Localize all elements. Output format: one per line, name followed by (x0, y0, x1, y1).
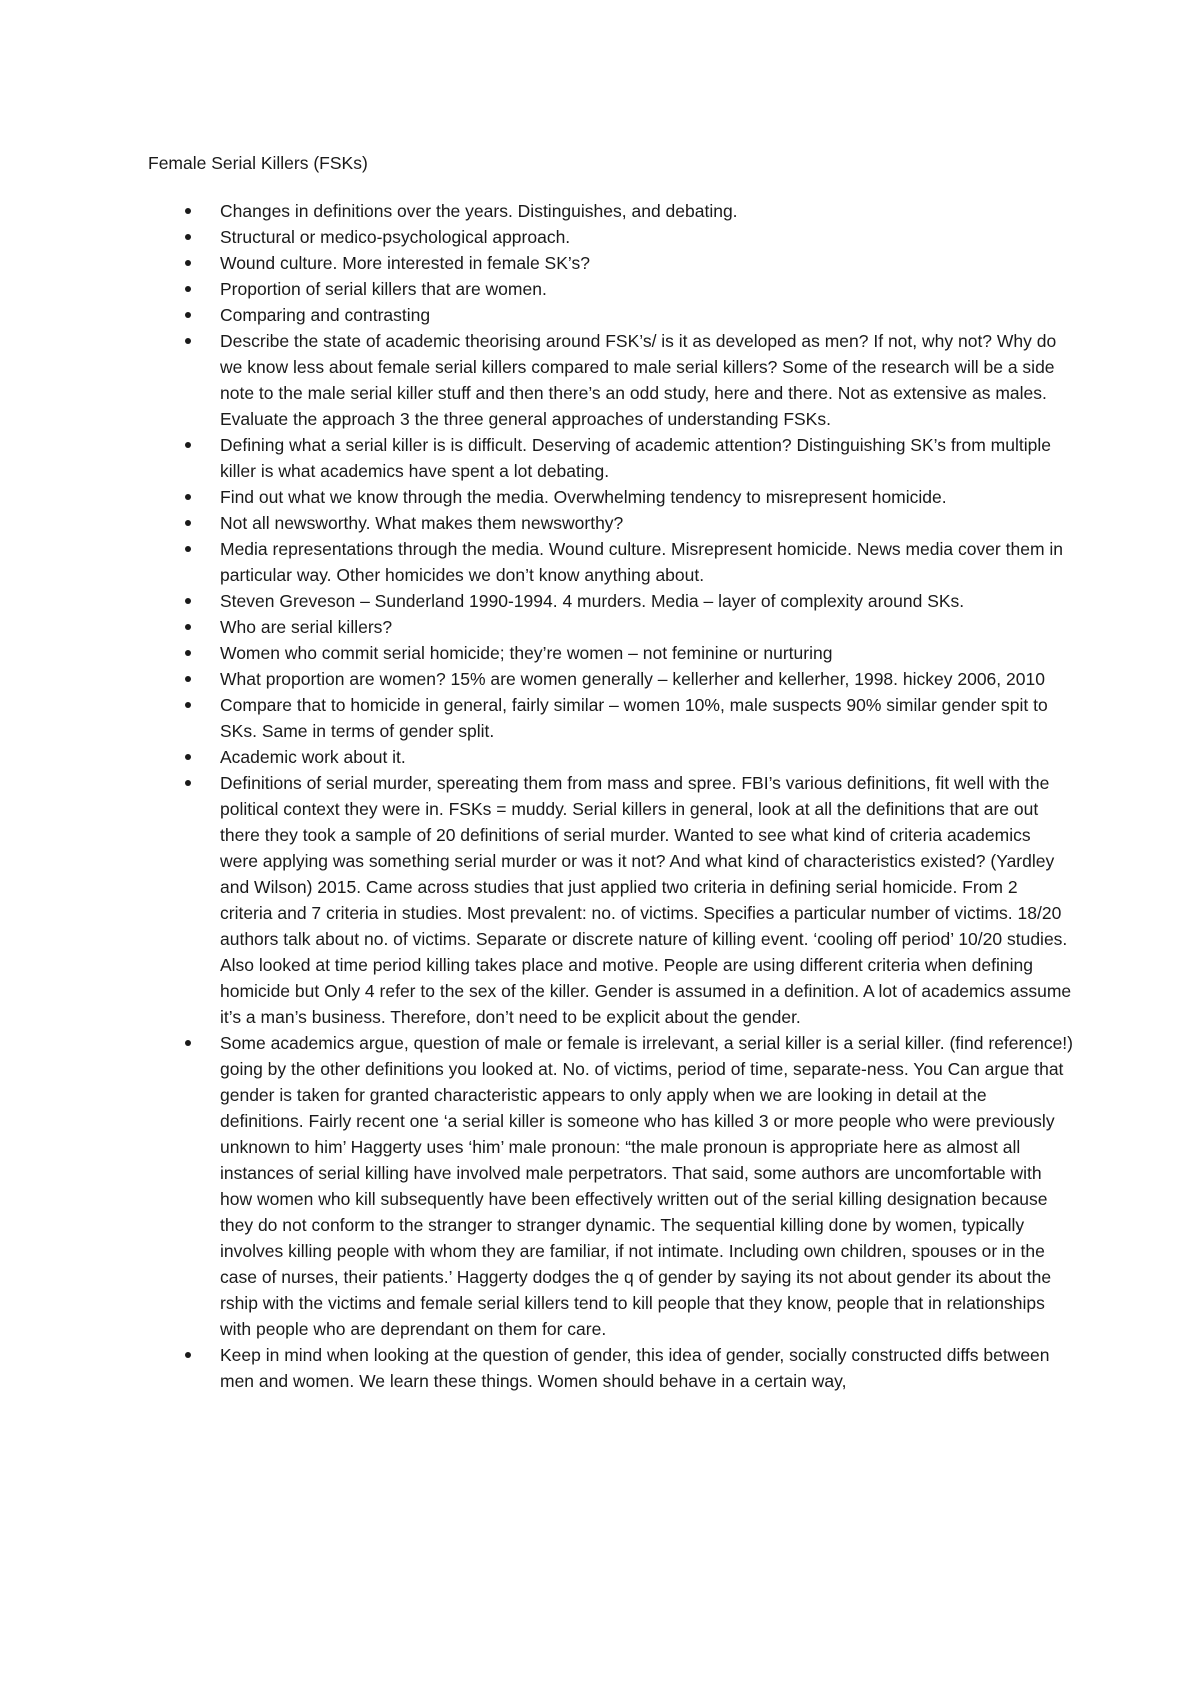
bullet-text: Wound culture. More interested in female SK’s? (220, 253, 590, 273)
bullet-text: Not all newsworthy. What makes them newsworthy? (220, 513, 624, 533)
bullet-item (148, 328, 1073, 432)
bullet-dot-icon (185, 286, 191, 292)
bullet-dot-icon (185, 260, 191, 266)
bullet-item (148, 614, 1073, 640)
bullet-item (148, 770, 1073, 1030)
bullet-dot-icon (185, 208, 191, 214)
bullet-item (148, 302, 1073, 328)
bullet-text: Keep in mind when looking at the question of gender, this idea of gender, socially constructed diffs between men and women. We learn these things. Women should behave in a certain way, (220, 1345, 1050, 1391)
bullet-text: Find out what we know through the media. Overwhelming tendency to misrepresent homicide. (220, 487, 947, 507)
bullet-dot-icon (185, 1040, 191, 1046)
bullet-dot-icon (185, 546, 191, 552)
bullet-item (148, 640, 1073, 666)
bullet-dot-icon (185, 312, 191, 318)
bullet-item (148, 692, 1073, 744)
bullet-dot-icon (185, 1352, 191, 1358)
bullet-item (148, 198, 1073, 224)
bullet-item (148, 250, 1073, 276)
bullet-item (148, 432, 1073, 484)
bullet-item (148, 484, 1073, 510)
bullet-text: Comparing and contrasting (220, 305, 431, 325)
bullet-text: Structural or medico-psychological approach. (220, 227, 571, 247)
bullet-item (148, 224, 1073, 250)
bullet-dot-icon (185, 338, 191, 344)
bullet-dot-icon (185, 650, 191, 656)
bullet-text: What proportion are women? 15% are women generally – kellerher and kellerher, 1998. hickey 2006, 2010 (220, 669, 1045, 689)
bullet-item (148, 1342, 1073, 1394)
document-title: Female Serial Killers (FSKs) (148, 153, 368, 173)
bullet-dot-icon (185, 754, 191, 760)
bullet-text: Women who commit serial homicide; they’re women – not feminine or nurturing (220, 643, 833, 663)
bullet-item (148, 276, 1073, 302)
bullet-text: Changes in definitions over the years. Distinguishes, and debating. (220, 201, 738, 221)
bullet-dot-icon (185, 234, 191, 240)
bullet-text: Media representations through the media. Wound culture. Misrepresent homicide. News media cover them in particular way. Other homicides we don’t know anything about. (220, 539, 1064, 585)
bullet-list (148, 198, 1073, 1394)
bullet-item (148, 666, 1073, 692)
bullet-text: Proportion of serial killers that are women. (220, 279, 547, 299)
bullet-item (148, 510, 1073, 536)
bullet-text: Definitions of serial murder, spereating them from mass and spree. FBI’s various definitions, fit well with the political context they were in. FSKs = muddy. Serial killers in general, look at all the definitions that are out there they took a sample of 20 definitions of serial murder. Wanted to see what kind of criteria academics were applying was something serial murder or was it not? And what kind of characteristics existed? (Yardley and Wilson) 2015. Came across studies that just applied two criteria in defining serial homicide. From 2 criteria and 7 criteria in studies. Most prevalent: no. of victims. Specifies a particular number of victims. 18/20 authors talk about no. of victims. Separate or discrete nature of killing event. ‘cooling off period’ 10/20 studies. Also looked at time period killing takes place and motive. People are using different criteria when defining homicide but Only 4 refer to the sex of the killer. Gender is assumed in a definition. A lot of academics assume it’s a man’s business. Therefore, don’t need to be explicit about the gender. (220, 773, 1072, 1027)
bullet-dot-icon (185, 780, 191, 786)
bullet-text: Describe the state of academic theorising around FSK’s/ is it as developed as men? If not, why not? Why do we know less about female serial killers compared to male serial killers? Some of the research will be a side note to the male serial killer stuff and then there’s an odd study, here and there. Not as extensive as males. Evaluate the approach 3 the three general approaches of understanding FSKs. (220, 331, 1057, 429)
bullet-dot-icon (185, 702, 191, 708)
bullet-dot-icon (185, 676, 191, 682)
bullet-dot-icon (185, 442, 191, 448)
bullet-text: Some academics argue, question of male or female is irrelevant, a serial killer is a serial killer. (find reference!) going by the other definitions you looked at. No. of victims, period of time, separate-ness. You Can argue that gender is taken for granted characteristic appears to only apply when we are looking in detail at the definitions. Fairly recent one ‘a serial killer is someone who has killed 3 or more people who were previously unknown to him’ Haggerty uses ‘him’ male pronoun: “the male pronoun is appropriate here as almost all instances of serial killing have involved male perpetrators. That said, some authors are uncomfortable with how women who kill subsequently have been effectively written out of the serial killing designation because they do not conform to the stranger to stranger dynamic. The sequential killing done by women, typically involves killing people with whom they are familiar, if not intimate. Including own children, spouses or in the case of nurses, their patients.’ Haggerty dodges the q of gender by saying its not about gender its about the rship with the victims and female serial killers tend to kill people that they know, people that in relationships with people who are deprendant on them for care. (220, 1033, 1073, 1339)
bullet-dot-icon (185, 520, 191, 526)
bullet-text: Steven Greveson – Sunderland 1990-1994. 4 murders. Media – layer of complexity around SKs. (220, 591, 965, 611)
bullet-item (148, 536, 1073, 588)
bullet-text: Compare that to homicide in general, fairly similar – women 10%, male suspects 90% similar gender spit to SKs. Same in terms of gender split. (220, 695, 1048, 741)
bullet-dot-icon (185, 494, 191, 500)
bullet-item (148, 744, 1073, 770)
bullet-item (148, 588, 1073, 614)
bullet-dot-icon (185, 624, 191, 630)
bullet-text: Who are serial killers? (220, 617, 393, 637)
bullet-item (148, 1030, 1073, 1342)
bullet-text: Defining what a serial killer is is difficult. Deserving of academic attention? Distinguishing SK’s from multiple killer is what academics have spent a lot debating. (220, 435, 1051, 481)
bullet-text: Academic work about it. (220, 747, 406, 767)
bullet-dot-icon (185, 598, 191, 604)
